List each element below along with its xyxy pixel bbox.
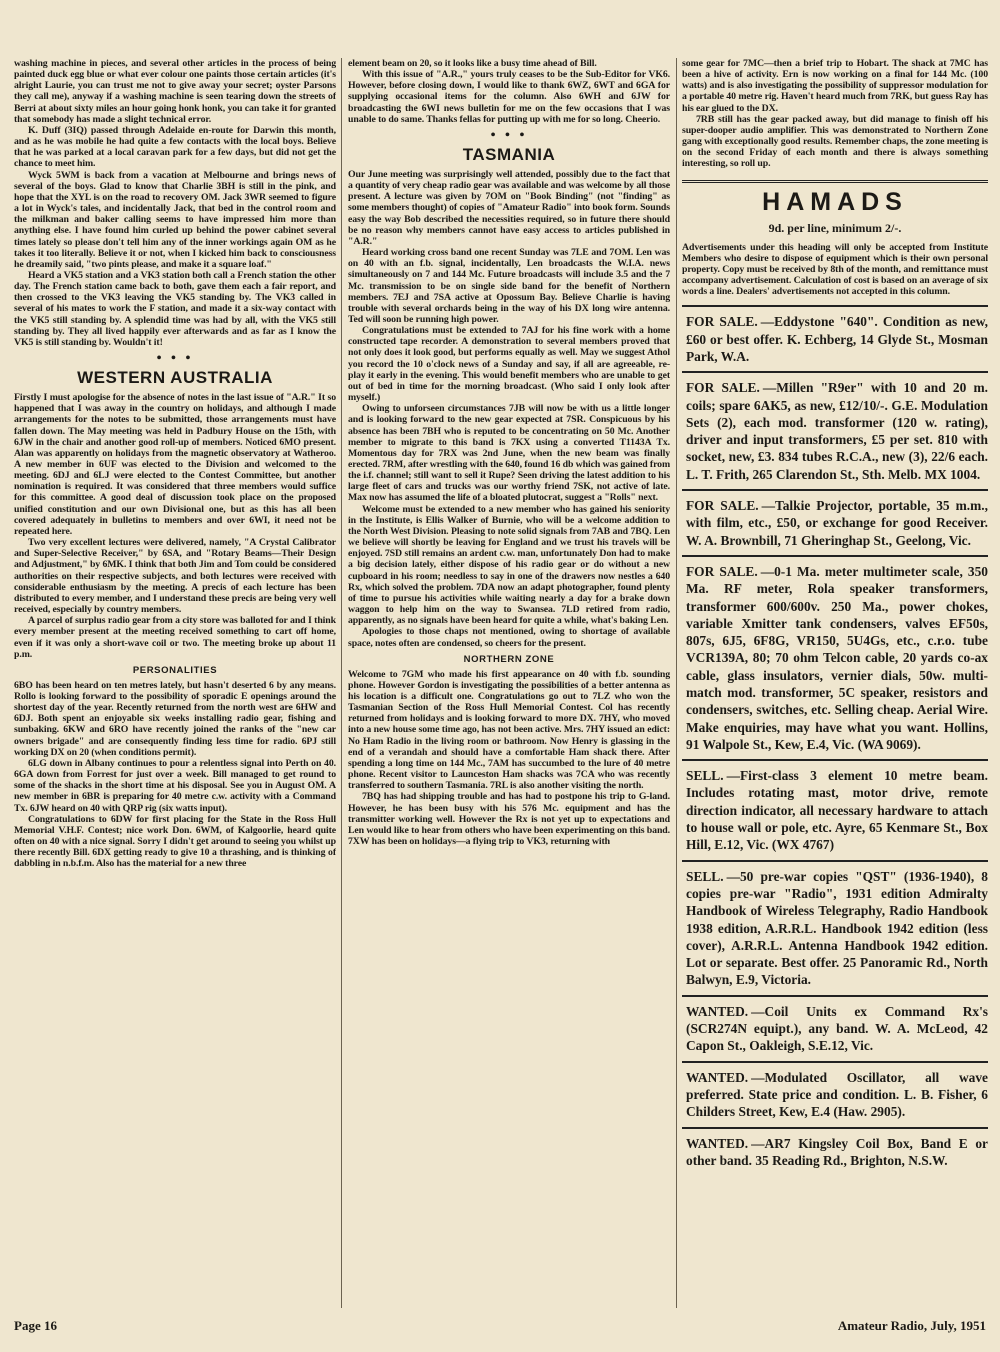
ad-body: —Millen "R9er" with 10 and 20 m. coils; spare 6AK5, as new, £12/10/-. G.E. Modulation Sets (2), each mod. transformer (120 w. rating), driver and input transformers, £5 per set. 810 with socket, new, £3. 834 tubes R.C.A., new (3), 22/6 each. L. T. Frith, 265 Clarendon St., Sth. Melb. MX 1004. <box>686 380 988 482</box>
classified-ad <box>682 489 988 555</box>
publication-footer: Amateur Radio, July, 1951 <box>837 1318 986 1333</box>
classified-ad <box>682 1061 988 1127</box>
paragraph: Our June meeting was surprisingly well attended, possibly due to the fact that a quantity of very cheap radio gear was available and was welcome by all those present. A lecture was given by 7OM on "Book Binding" (not "finding" as some members thought) of copies of "Amateur Radio" into book form. Sounds easy the way Bob described the necessities required, so in future there should be no reason why members cannot have easy access to articles published in "A.R." <box>348 168 670 247</box>
paragraph: Welcome must be extended to a new member who has gained his seniority in the Institute, is Ellis Walker of Burnie, who will be a welcome addition to the North West Division. Pleasing to note solid signals from 7AB and 7BQ. Len we believe will shortly be leaving for England and we trust his travels will be enjoyed. 7SD still remains an ardent c.w. man, unfortunately Don had to make a big decision lately, either dispose of his radio gear or do without a new cupboard in his room; needless to say in one of the drawers now nestles a 640 Rx, which solved the problem. 7DA now an adapt photographer, found plenty of time to pursue his activities while waiting nearly a day for a brake down waggon to help him on the way to Swansea. 7LD retired from radio, apparently, as no signals have been heard for quite a while, what's baking Len. <box>348 503 670 627</box>
paragraph: Congratulations to 6DW for first placing for the State in the Ross Hull Memorial V.H.F. Contest; nice work Don. 6WM, of Kalgoorlie, heard quite often on 40 with a nice signal. Sorry I didn't get around to seeing you whilst up there recently Bill. 6DX getting ready to give 10 a thrashing, and is thinking of dabbling in n.b.f.m. Also has the material for a new three <box>14 813 336 870</box>
ad-body: —Modulated Oscillator, all wave preferred. State price and condition. L. B. Fisher, 6 Childers Street, Kew, E.4 (Haw. 2905). <box>686 1069 988 1120</box>
section-heading-tasmania: TASMANIA <box>462 144 556 164</box>
column-middle <box>348 58 670 1308</box>
paragraph: some gear for 7MC—then a brief trip to Hobart. The shack at 7MC has been a hive of activity. Ern is now working on a final for 144 Mc. (100 watts) and is also investigating the possibility of suppressor modulation for a portable 40 metre rig. Haven't heard much from 7RK, but guess Ray has his ear glued to the DX. <box>682 58 988 114</box>
ad-body: —First-class 3 element 10 metre beam. Includes rotating mast, motor drive, remote direction indicator, all necessary hardware to attach to house wall or pole, etc. Ayre, 65 Kenmare St., Box Hill, E.12, Vic. (WX 4767) <box>686 768 988 853</box>
ad-body: —0-1 Ma. meter multimeter scale, 350 Ma. RF meter, Rola speaker transformers, transformer 600/600v. 250 Ma., power chokes, variable Xmitter tank condensers, valves EF50s, 807s, 6J5, 6F8G, VR150, 5U4Gs, etc., c.r.o. tube VCR139A, 80; 70 ohm Telcon cable, 20 yards co-ax cable, glass insulators, vernier dials, 50w. multi-match mod. transformer, 5C speaker, resistors and condensers, switches, etc. Selling cheap. Aerial Wire. Make enquiries, may have what you want. Hollins, 91 Walpole St., Kew, E.4, Vic. (WA 9069). <box>686 563 988 752</box>
section-heading-western-australia: WESTERN AUSTRALIA <box>77 368 273 388</box>
hamads-note: Advertisements under this heading will only be accepted from Institute Members who desire to dispose of equipment which is their own personal property. Copy must be received by 8th of the month, and remittance must accompany advertisement. Calculation of cost is based on an average of six words a line. Dealers' advertisements not accepted in this column. <box>682 241 988 298</box>
classified-ad <box>682 759 988 859</box>
paragraph: Owing to unforseen circumstances 7JB will now be with us a little longer and is looking forward to the new gear expected at 7SR. Conspicuous by his absence has been 7BH who is reputed to be concentrating on 50 Mc. Another member to migrate to this band is 7KX using a converted T1143A Tx. Momentous day for 7RX was 2nd June, when the new beam was finally erected. 7RM, after wrestling with the 640, found 16 db which was gained from the i.f. channel; still want to sell it Rupe? Seen driving the latest addition to his large fleet of cars and trucks was our worthy friend 7SK, not active of late. Max now has assumed the life of a bloated plutocrat, suggest a "Rolls" next. <box>348 403 670 504</box>
ad-heading: FOR SALE. <box>686 314 758 330</box>
classified-ad <box>682 860 988 995</box>
paragraph: Heard a VK5 station and a VK3 station both call a French station the other day. The French station came back to both, gave them each a fair report, and then crossed to the VK3 leaving the VK5 standing by. The VK3 called in several of his mates to work the F station, and made it a six-way contact with the VK5 still standing by. A splendid time was had by all, with the VK5 still standing by. They all lived happily ever afterwards and as far as I know the VK5 is still standing by. Wouldn't it! <box>14 269 336 348</box>
ad-body: —AR7 Kingsley Coil Box, Band E or other band. 35 Reading Rd., Brighton, N.S.W. <box>686 1135 988 1168</box>
paragraph: Wyck 5WM is back from a vacation at Melbourne and brings news of several of the boys. Glad to know that Charlie 3BH is still in the pink, and hope that the XYL is on the road to recovery OM. Jack 3WR seemed to figure a lot in Wyck's tales, and incidentally Jack, that bed in the control room and the milkman and baker calling seems to have impressed him more than anything else. I have found him curled up behind the power cabinet several times lately so please don't tell him any of the inner workings again OM as he takes it too literally. Believe it or not, when I kicked him back to consciousness he dreamily said, "two pints please, and make it a square loaf." <box>14 169 336 270</box>
ad-body: —Eddystone "640". Condition as new, £60 or best offer. K. Echberg, 14 Glyde St., Mosman Park, W.A. <box>686 314 988 364</box>
hamads-header <box>682 180 988 236</box>
paragraph: 6BO has been heard on ten metres lately, but hasn't deserted 6 by any means. Rollo is looking forward to the possibility of sporadic E openings around the shortest day of the year. Recently returned from the north west are 6HW and 6DJ. Both spent an enjoyable six weeks installing radio gear, fishing and sunbaking. 6KW and 6RO have recently joined the ranks of the "new car owners brigade" and are consequently finding less time for radio. 6PJ still working DX on 20 (when conditions permit). <box>14 679 336 758</box>
ad-heading: SELL. <box>686 868 724 884</box>
classified-ad <box>682 305 988 371</box>
hamads-rate: 9d. per line, minimum 2/-. <box>768 220 902 235</box>
paragraph: Congratulations must be extended to 7AJ for his fine work with a home constructed tape recorder. A demonstration to several members proved that not only does it look good, but performs equally as well. May we suggest Athol you record the 10 o'clock news of a Sunday and say, if all are agreeable, re-play it early in the evening. This would benefit members who are unable to get out of bed in time for the morning broadcast. (Who said I only look after myself.) <box>348 325 670 404</box>
ad-body: —Talkie Projector, portable, 35 m.m., with film, etc., £50, or exchange for good Receiver. W. A. Brownbill, 71 Gheringhap St., Geelong, Vic. <box>686 498 988 548</box>
paragraph: washing machine in pieces, and several other articles in the process of being painted duck egg blue or what ever colour one paints those certain articles (it's alright Laurie, you can trust me not to give away your secret; oyster Parsons they call me), anyway if a washing machine is seen tearing down the streets of Berri at about sixty miles an hour going honk honk, you can take it for granted that somebody has made a slight technical error. <box>14 58 336 125</box>
ad-heading: FOR SALE. <box>686 498 759 514</box>
section-divider: • • • <box>490 127 528 143</box>
paragraph: Heard working cross band one recent Sunday was 7LE and 7OM. Len was on 40 with an f.b. signal, incidentally, Len broadcasts the W.I.A. news simultaneously on 7 and 144 Mc. Future broadcasts will include 3.5 and the 7 Mc. transmission to be on single side band for the benefit of Northern members. 7EJ and 7SA active at Opossum Bay. Believe Charlie is having trouble with several orchards being in the way of his DX long wire antenna. Ted will soon be running high power. <box>348 247 670 325</box>
hamads-title: HAMADS <box>762 187 908 216</box>
ad-heading: WANTED. <box>686 1135 749 1151</box>
column-right <box>682 58 988 1308</box>
ad-body: —Coil Units ex Command Rx's (SCR274N equipt.), any band. W. A. McLeod, 42 Capon St., Oakleigh, S.E.12, Vic. <box>686 1003 988 1054</box>
ad-heading: WANTED. <box>686 1003 749 1019</box>
subheading-personalities: PERSONALITIES <box>132 664 218 676</box>
paragraph: Welcome to 7GM who made his first appearance on 40 with f.b. sounding phone. However Gordon is investigating the possibilities of a better antenna as his location is a difficult one. Congratulations go out to 7LZ who won the Tasmanian Section of the Ross Hull Memorial Contest. Col has recently returned from holidays and is looking forward to more DX. 7HY, who moved into a new house some time ago, has not been active. Mrs. 7HY issued an edict: No Ham Radio in the living room or bathroom. Now Henry is glassing in the end of a verandah and should have a comfortable Ham shack there. After spending a long time on 144 Mc., 7AM has succumbed to the lure of 40 metre phone. Recent visitor to Launceston Ham shacks was 7CA who was recently transferred to southern Tasmania. 7RL is also another visiting the north. <box>348 668 670 792</box>
ad-heading: FOR SALE. <box>686 563 758 579</box>
paragraph: Apologies to those chaps not mentioned, owing to shortage of available space, notes often are condensed, so cheers for the present. <box>348 626 670 649</box>
paragraph: 7BQ has had shipping trouble and has had to postpone his trip to G-land. However, he has been busy with his 576 Mc. equipment and has the transmitter working well. However the Rx is not yet up to expectations and Len would like to hear from others who have been experimenting on this band. 7XW has been on holidays—a flying trip to VK3, returning with <box>348 791 670 847</box>
subheading-northern-zone: NORTHERN ZONE <box>463 653 555 665</box>
classified-ad <box>682 555 988 759</box>
column-rule <box>676 58 677 1308</box>
paragraph: element beam on 20, so it looks like a busy time ahead of Bill. <box>348 58 597 69</box>
paragraph: Firstly I must apologise for the absence of notes in the last issue of "A.R." It so happened that I was away in the country on holidays, and although I made arrangements for the notes to be submitted, those arrangements must have fallen down. The May meeting was held in Padbury House on the 15th, with 6JW in the chair and another good roll-up of members. Noticed 6MO present. Alan was apparently on holidays from the magnetic observatory at Watheroo. A new member in 6UF was elected to the Division and welcomed to the meeting. 6DJ and 6LJ were elected to the Contest Committee, but another nomination is required. It was considered that three members would suffice for this committee. A good deal of discussion took place on the proposed unified constitution and our own Divisional one, but as this has all been covered adequately in bulletins to members and over 6WI, it need not be repeated here. <box>14 392 336 537</box>
classified-ad <box>682 1127 988 1176</box>
paragraph: A parcel of surplus radio gear from a city store was balloted for and I think every member present at the meeting received something to cart off home, even if it was only a short-wave coil or two. The meeting broke up about 11 p.m. <box>14 615 336 660</box>
section-divider: • • • <box>156 351 194 367</box>
paragraph: With this issue of "A.R.," yours truly ceases to be the Sub-Editor for VK6. However, before closing down, I would like to thank 6WZ, 6WT and 6GA for supplying occasional items for the column. Also 6WH and 6JW for broadcasting the 6WI news bulletin for me on the few occasions that I was unable to do same. Thanks fellas for putting up with me for so long. Cheerio. <box>348 69 670 125</box>
classified-ad <box>682 371 988 489</box>
paragraph: K. Duff (3IQ) passed through Adelaide en-route for Darwin this month, and as he was mobile he had quite a few contacts with the local boys. Believe that he was parked at a local caravan park for a few days, but did not get the chance to meet him. <box>14 124 336 170</box>
ad-body: —50 pre-war copies "QST" (1936-1940), 8 copies pre-war "Radio", 1931 edition Admiralty Handbook of Wireless Telegraphy, Radio Handbook 1938 edition, A.R.R.L. Handbook 1942 edition (less cover), A.R.R.L. Antenna Handbook 1942 edition. Lot or separate. Best offer. 25 Panoramic Rd., North Balwyn, E.9, Victoria. <box>686 868 988 988</box>
paragraph: 6LG down in Albany continues to pour a relentless signal into Perth on 40. 6GA down from Forrest for just over a week. Bill managed to get round to some of the shacks in the short time at his disposal. See you in August OM. A new member in 6BR is preparing for 40 metre c.w. activity with a Command Tx. 6JW heard on 40 with QRP rig (six watts input). <box>14 757 336 814</box>
column-rule <box>341 58 342 1308</box>
paragraph: 7RB still has the gear packed away, but did manage to finish off his super-dooper audio amplifier. This was demonstrated to Northern Zone gang with exceptionally good results. Remember chaps, the zone meeting is on the second Friday of each month and there is always something interesting, so roll up. <box>682 113 988 170</box>
ad-heading: SELL. <box>686 768 724 784</box>
classified-ad <box>682 995 988 1061</box>
paragraph: Two very excellent lectures were delivered, namely, "A Crystal Calibrator and Super-Selective Receiver," by 6SA, and "Rotary Beams—Their Design and Adjustment," by 6MK. I think that both Jim and Tom could be considered authorities on their respective subjects, and both lectures were received with considerable enthusiasm by the meeting. A precis of each lecture has been distributed to every member, and I understand these precis are being very well received, especially by country members. <box>14 537 336 616</box>
page-number: Page 16 <box>14 1318 57 1333</box>
ad-heading: FOR SALE. <box>686 380 760 396</box>
column-left <box>14 58 336 1308</box>
ad-heading: WANTED. <box>686 1069 749 1085</box>
